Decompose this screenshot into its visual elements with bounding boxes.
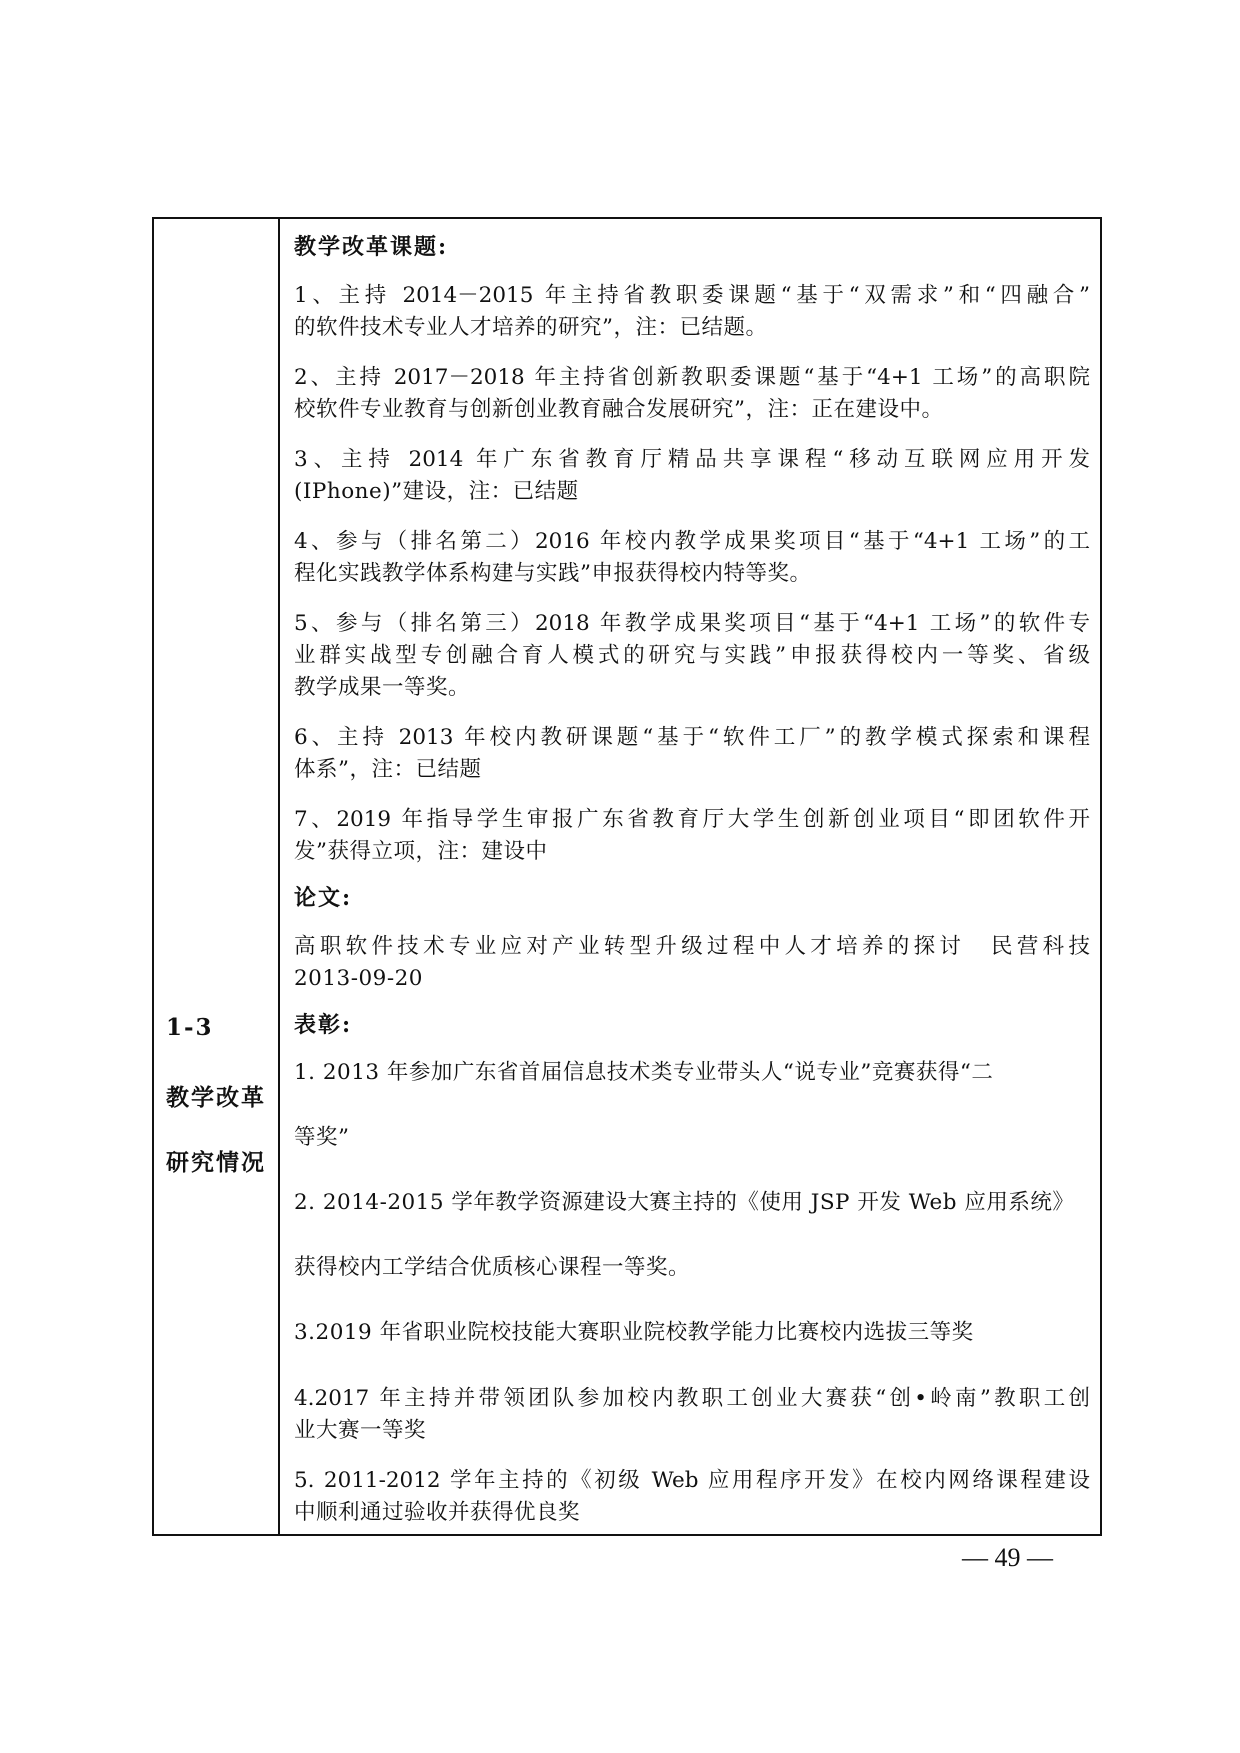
award-2-line-2: 获得校内工学结合优质核心课程一等奖。	[294, 1255, 691, 1280]
project-5-line-3: 教学成果一等奖。	[294, 675, 471, 700]
project-3-line-1: 3、主持 2014 年广东省教育厅精品共享课程“移动互联网应用开发	[294, 447, 1090, 472]
project-7-line-1: 7、2019 年指导学生审报广东省教育厅大学生创新创业项目“即团软件开	[294, 807, 1090, 832]
award-1-line-2: 等奖”	[294, 1125, 350, 1150]
content-cell	[294, 219, 1094, 1534]
award-4-line-1: 4.2017 年主持并带领团队参加校内教职工创业大赛获“创•岭南”教职工创	[294, 1386, 1090, 1411]
project-5-line-2: 业群实战型专创融合育人模式的研究与实践”申报获得校内一等奖、省级	[294, 643, 1090, 668]
project-7-line-2: 发”获得立项，注：建设中	[294, 839, 548, 864]
award-2-line-1: 2. 2014-2015 学年教学资源建设大赛主持的《使用 JSP 开发 Web 应用系统》	[294, 1190, 1075, 1215]
projects-heading: 教学改革课题:	[294, 234, 449, 260]
papers-heading: 论文:	[294, 885, 353, 911]
project-6-line-2: 体系”，注：已结题	[294, 757, 482, 782]
award-3-line-1: 3.2019 年省职业院校技能大赛职业院校教学能力比赛校内选拔三等奖	[294, 1320, 974, 1345]
awards-heading: 表彰:	[294, 1012, 353, 1038]
info-table	[152, 217, 1102, 1536]
project-2-line-1: 2、主持 2017－2018 年主持省创新教职委课题“基于“4+1 工场”的高职院	[294, 365, 1090, 390]
award-5-line-2: 中顺利通过验收并获得优良奖	[294, 1500, 581, 1525]
project-2-line-2: 校软件专业教育与创新创业教育融合发展研究”，注：正在建设中。	[294, 397, 944, 422]
project-6-line-1: 6、主持 2013 年校内教研课题“基于“软件工厂”的教学模式探索和课程	[294, 725, 1090, 750]
row-label-cell	[154, 219, 280, 1534]
project-1-line-2: 的软件技术专业人才培养的研究”，注：已结题。	[294, 315, 768, 340]
row-title-line2: 研究情况	[166, 1149, 266, 1176]
row-title-line1: 教学改革	[166, 1084, 266, 1111]
page-number: — 49 —	[962, 1543, 1053, 1572]
project-1-line-1: 1、主持 2014－2015 年主持省教职委课题“基于“双需求”和“四融合”	[294, 283, 1090, 308]
paper-1-line-1: 高职软件技术专业应对产业转型升级过程中人才培养的探讨 民营科技	[294, 934, 1090, 959]
project-5-line-1: 5、参与（排名第三）2018 年教学成果奖项目“基于“4+1 工场”的软件专	[294, 611, 1090, 636]
row-code: 1-3	[166, 1014, 214, 1041]
project-4-line-2: 程化实践教学体系构建与实践”申报获得校内特等奖。	[294, 561, 812, 586]
award-1-line-1: 1. 2013 年参加广东省首届信息技术类专业带头人“说专业”竞赛获得“二	[294, 1060, 994, 1085]
project-3-line-2: (IPhone)”建设，注：已结题	[294, 479, 579, 504]
award-4-line-2: 业大赛一等奖	[294, 1418, 427, 1443]
award-5-line-1: 5. 2011-2012 学年主持的《初级 Web 应用程序开发》在校内网络课程建设	[294, 1468, 1090, 1493]
paper-1-line-2: 2013-09-20	[294, 966, 423, 991]
project-4-line-1: 4、参与（排名第二）2016 年校内教学成果奖项目“基于“4+1 工场”的工	[294, 529, 1090, 554]
